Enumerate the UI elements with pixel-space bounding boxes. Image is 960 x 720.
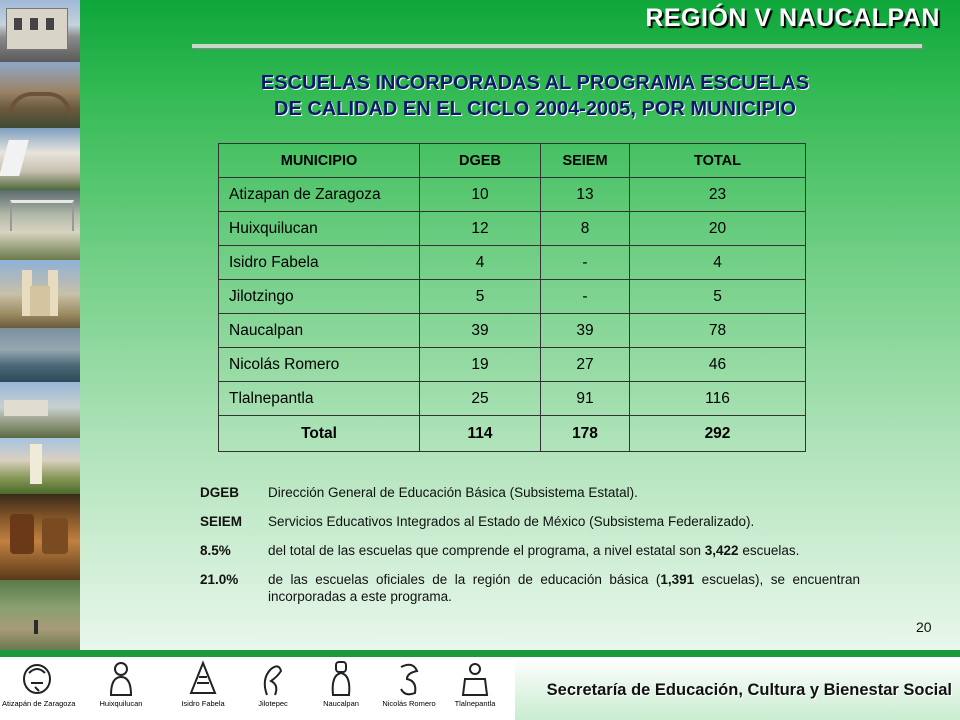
logo-nicolas-romero	[374, 659, 444, 708]
monument-photo	[0, 128, 80, 191]
cell-total: 116	[630, 382, 806, 416]
logo-huixquilucan	[86, 659, 156, 708]
cell-total: 23	[630, 178, 806, 212]
logo-isidro-fabela	[168, 659, 238, 708]
nicolas-romero-glyph-icon	[393, 659, 425, 699]
jilotepec-glyph-icon	[257, 659, 289, 699]
cell-total-total: 292	[630, 416, 806, 452]
note-seiem	[200, 513, 860, 530]
cell-municipio: Naucalpan	[219, 314, 420, 348]
table-row	[219, 280, 806, 314]
cell-dgeb: 5	[420, 280, 541, 314]
logo-atizapan	[2, 659, 76, 708]
region-title: REGIÓN V NAUCALPAN	[645, 4, 940, 32]
note-text-after: escuelas.	[738, 543, 800, 558]
logo-caption: Atizapán de Zaragoza	[2, 699, 76, 708]
cell-dgeb: 10	[420, 178, 541, 212]
logo-caption: Isidro Fabela	[181, 699, 225, 708]
crafts-photo	[0, 494, 80, 581]
table-row	[219, 382, 806, 416]
cell-total-label: Total	[219, 416, 420, 452]
col-header-total: TOTAL	[630, 144, 806, 178]
table-total-row	[219, 416, 806, 452]
cell-seiem: -	[541, 280, 630, 314]
cell-dgeb: 19	[420, 348, 541, 382]
note-dgeb	[200, 484, 860, 501]
plaza-photo	[0, 190, 80, 261]
tlalnepantla-glyph-icon	[459, 659, 491, 699]
cell-municipio: Nicolás Romero	[219, 348, 420, 382]
logo-caption: Huixquilucan	[99, 699, 143, 708]
note-text-after: escuelas), se encuentran incorporadas a este programa.	[268, 572, 861, 604]
note-state-percent	[200, 542, 860, 559]
cell-seiem: 39	[541, 314, 630, 348]
cathedral-photo	[0, 438, 80, 495]
cell-municipio: Tlalnepantla	[219, 382, 420, 416]
note-key: 21.0%	[200, 572, 239, 587]
heading-line-1: ESCUELAS INCORPORADAS AL PROGRAMA ESCUELAS	[260, 72, 810, 94]
lake-photo	[0, 328, 80, 383]
secretaria-label: Secretaría de Educación, Cultura y Bienestar Social	[546, 681, 952, 699]
note-text	[268, 571, 860, 605]
cell-municipio: Jilotzingo	[219, 280, 420, 314]
logo-caption: Tlalnepantla	[454, 699, 496, 708]
cell-total: 5	[630, 280, 806, 314]
cell-total: 4	[630, 246, 806, 280]
logo-caption: Jilotepec	[258, 699, 288, 708]
cell-total: 78	[630, 314, 806, 348]
table-row	[219, 314, 806, 348]
naucalpan-glyph-icon	[325, 659, 357, 699]
cell-dgeb: 25	[420, 382, 541, 416]
cell-dgeb: 12	[420, 212, 541, 246]
cell-seiem: 91	[541, 382, 630, 416]
cell-total: 20	[630, 212, 806, 246]
logo-caption: Nicolás Romero	[382, 699, 436, 708]
isidro-fabela-glyph-icon	[187, 659, 219, 699]
col-header-dgeb: DGEB	[420, 144, 541, 178]
footer-divider	[0, 650, 960, 657]
cell-dgeb: 39	[420, 314, 541, 348]
logo-naucalpan	[306, 659, 376, 708]
logo-caption: Naucalpan	[323, 699, 359, 708]
table-header-row	[219, 144, 806, 178]
note-key: SEIEM	[200, 514, 243, 529]
church-photo	[0, 260, 80, 329]
cell-seiem: 8	[541, 212, 630, 246]
cell-seiem: 27	[541, 348, 630, 382]
note-key: 8.5%	[200, 543, 231, 558]
huixquilucan-glyph-icon	[105, 659, 137, 699]
cell-total-seiem: 178	[541, 416, 630, 452]
slide-heading	[185, 70, 885, 122]
cell-municipio: Isidro Fabela	[219, 246, 420, 280]
note-bold-value: 1,391	[660, 572, 695, 587]
note-text-before: de las escuelas oficiales de la región de educación básica (	[268, 572, 661, 587]
note-text-before: del total de las escuelas que comprende el programa, a nivel estatal son	[268, 543, 705, 558]
note-region-percent	[200, 571, 860, 605]
note-text: Servicios Educativos Integrados al Estado de México (Subsistema Federalizado).	[268, 514, 755, 529]
note-bold-value: 3,422	[704, 543, 739, 558]
cell-dgeb: 4	[420, 246, 541, 280]
street-photo	[0, 382, 80, 439]
cell-total-dgeb: 114	[420, 416, 541, 452]
table-row	[219, 246, 806, 280]
table-row	[219, 212, 806, 246]
bridge-photo	[0, 62, 80, 129]
table-row	[219, 178, 806, 212]
heading-line-2: DE CALIDAD EN EL CICLO 2004-2005, POR MUNICIPIO	[274, 98, 796, 120]
logo-tlalnepantla	[440, 659, 510, 708]
notes	[200, 484, 860, 617]
forest-path-photo	[0, 580, 80, 651]
table-row	[219, 348, 806, 382]
schools-table	[218, 143, 806, 452]
cell-municipio: Huixquilucan	[219, 212, 420, 246]
cell-seiem: 13	[541, 178, 630, 212]
note-text: Dirección General de Educación Básica (Subsistema Estatal).	[268, 485, 638, 500]
logo-jilotepec	[238, 659, 308, 708]
col-header-seiem: SEIEM	[541, 144, 630, 178]
note-text	[268, 542, 860, 559]
col-header-municipio: MUNICIPIO	[219, 144, 420, 178]
secretaria-banner	[515, 657, 960, 720]
cell-total: 46	[630, 348, 806, 382]
cell-seiem: -	[541, 246, 630, 280]
building-photo	[0, 0, 80, 63]
cell-municipio: Atizapan de Zaragoza	[219, 178, 420, 212]
atizapan-glyph-icon	[21, 659, 53, 699]
note-key: DGEB	[200, 485, 240, 500]
page-number: 20	[916, 619, 932, 635]
title-divider	[192, 44, 922, 48]
municipality-logos	[0, 657, 515, 720]
photo-strip	[0, 0, 80, 650]
